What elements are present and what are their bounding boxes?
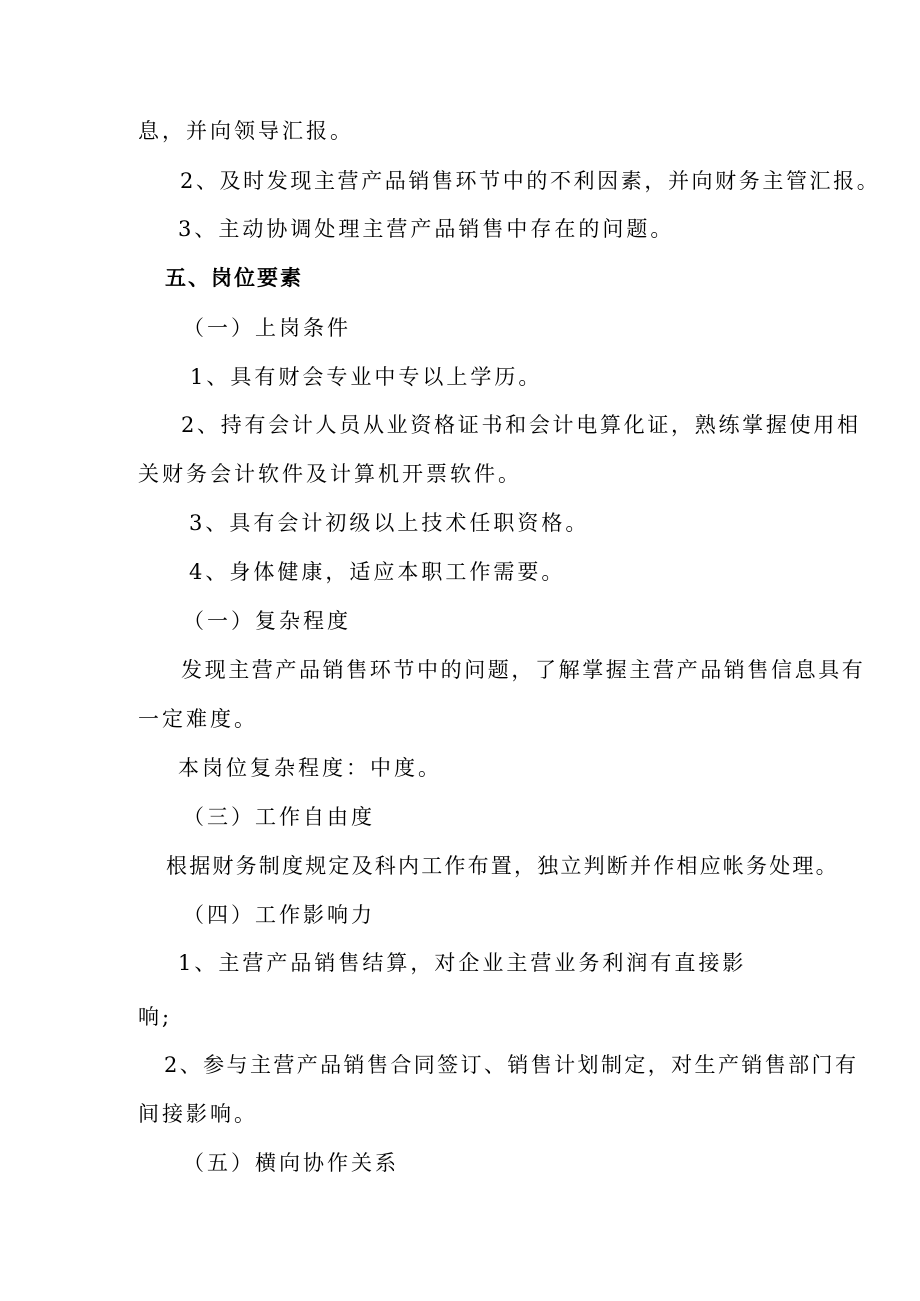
text-line: 2、持有会计人员从业资格证书和会计电算化证，熟练掌握使用相 (181, 413, 861, 437)
section-heading: 五、岗位要素 (165, 265, 303, 290)
subsection-heading: （三）工作自由度 (183, 805, 375, 829)
text-line: 息，并向领导汇报。 (138, 119, 354, 143)
text-line: 本岗位复杂程度：中度。 (178, 756, 442, 780)
text-line: 发现主营产品销售环节中的问题，了解掌握主营产品销售信息具有 (181, 658, 866, 682)
text-line: 2、及时发现主营产品销售环节中的不利因素，并向财务主管汇报。 (180, 169, 881, 193)
subsection-heading: （一）复杂程度 (183, 609, 351, 633)
text-line: 间接影响。 (138, 1102, 258, 1126)
text-line: 1、具有财会专业中专以上学历。 (190, 365, 543, 389)
subsection-heading: （一）上岗条件 (183, 316, 351, 340)
subsection-heading: （五）横向协作关系 (183, 1151, 399, 1175)
subsection-heading: （四）工作影响力 (183, 903, 375, 927)
text-line: 关财务会计软件及计算机开票软件。 (138, 462, 522, 486)
text-line: 4、身体健康，适应本职工作需要。 (189, 560, 566, 584)
text-line: 2、参与主营产品销售合同签订、销售计划制定，对生产销售部门有 (164, 1053, 859, 1077)
text-line: 根据财务制度规定及科内工作布置，独立判断并作相应帐务处理。 (166, 854, 839, 878)
text-line: 响; (138, 1005, 173, 1029)
text-line: 3、具有会计初级以上技术任职资格。 (189, 511, 590, 535)
text-line: 1、主营产品销售结算，对企业主营业务利润有直接影 (178, 951, 747, 975)
text-line: 一定难度。 (138, 707, 258, 731)
text-line: 3、主动协调处理主营产品销售中存在的问题。 (178, 217, 675, 241)
